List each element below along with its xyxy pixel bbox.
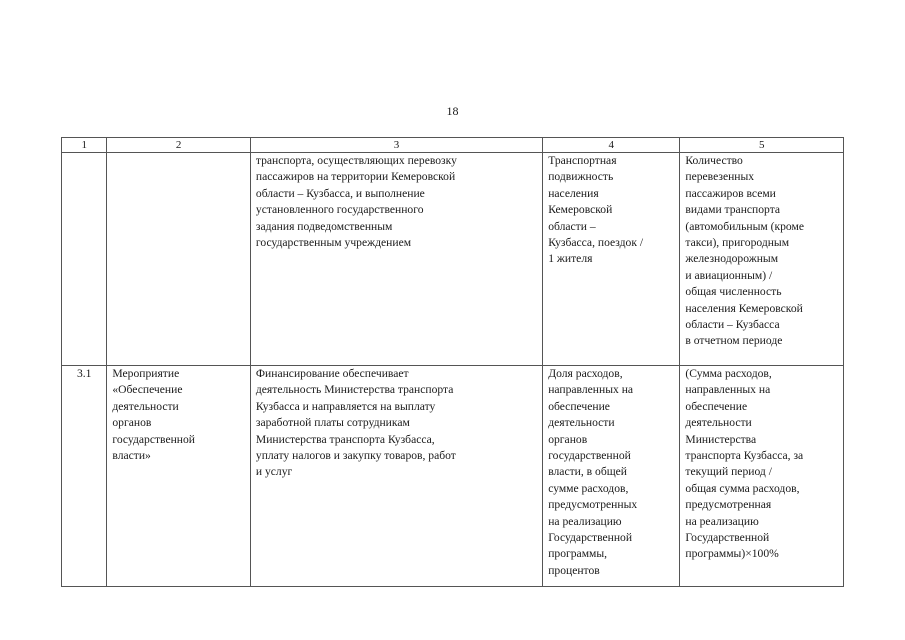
table-row: [62, 366, 844, 587]
formula-cell: (Сумма расходов, направленных на обеспечение деятельности Министерства транспорта Кузбасса, за текущий период / общая сумма расходов, предусмотренная на реализацию Государственной программы)×100%: [680, 366, 844, 587]
description-cell: Финансирование обеспечивает деятельность Министерства транспорта Кузбасса и направляется на выплату заработной платы сотрудникам Министерства транспорта Кузбасса, уплату налогов и закупку товаров, работ и услуг: [250, 366, 542, 587]
column-header-5: 5: [680, 138, 844, 153]
formula-cell: Количество перевезенных пассажиров всеми видами транспорта (автомобильным (кроме такси), пригородным железнодорожным и авиационным) / общая численность населения Кемеровской области – Кузбасса в отчетном периоде: [680, 153, 844, 366]
activity-name-cell: [107, 153, 251, 366]
indicator-cell: Транспортная подвижность населения Кемеровской области – Кузбасса, поездок / 1 жителя: [543, 153, 680, 366]
program-table: [61, 137, 844, 587]
description-cell: транспорта, осуществляющих перевозку пассажиров на территории Кемеровской области – Кузбасса, и выполнение установленного государственного задания подведомственным государственным учреждением: [250, 153, 542, 366]
row-number-cell: [62, 153, 107, 366]
column-header-3: 3: [250, 138, 542, 153]
indicator-cell: Доля расходов, направленных на обеспечение деятельности органов государственной власти, в общей сумме расходов, предусмотренных на реализацию Государственной программы, процентов: [543, 366, 680, 587]
activity-name-cell: Мероприятие «Обеспечение деятельности органов государственной власти»: [107, 366, 251, 587]
table-header-row: [62, 138, 844, 153]
column-header-1: 1: [62, 138, 107, 153]
row-number-cell: 3.1: [62, 366, 107, 587]
table-row: [62, 153, 844, 366]
column-header-4: 4: [543, 138, 680, 153]
page-number: 18: [446, 104, 459, 118]
column-header-2: 2: [107, 138, 251, 153]
